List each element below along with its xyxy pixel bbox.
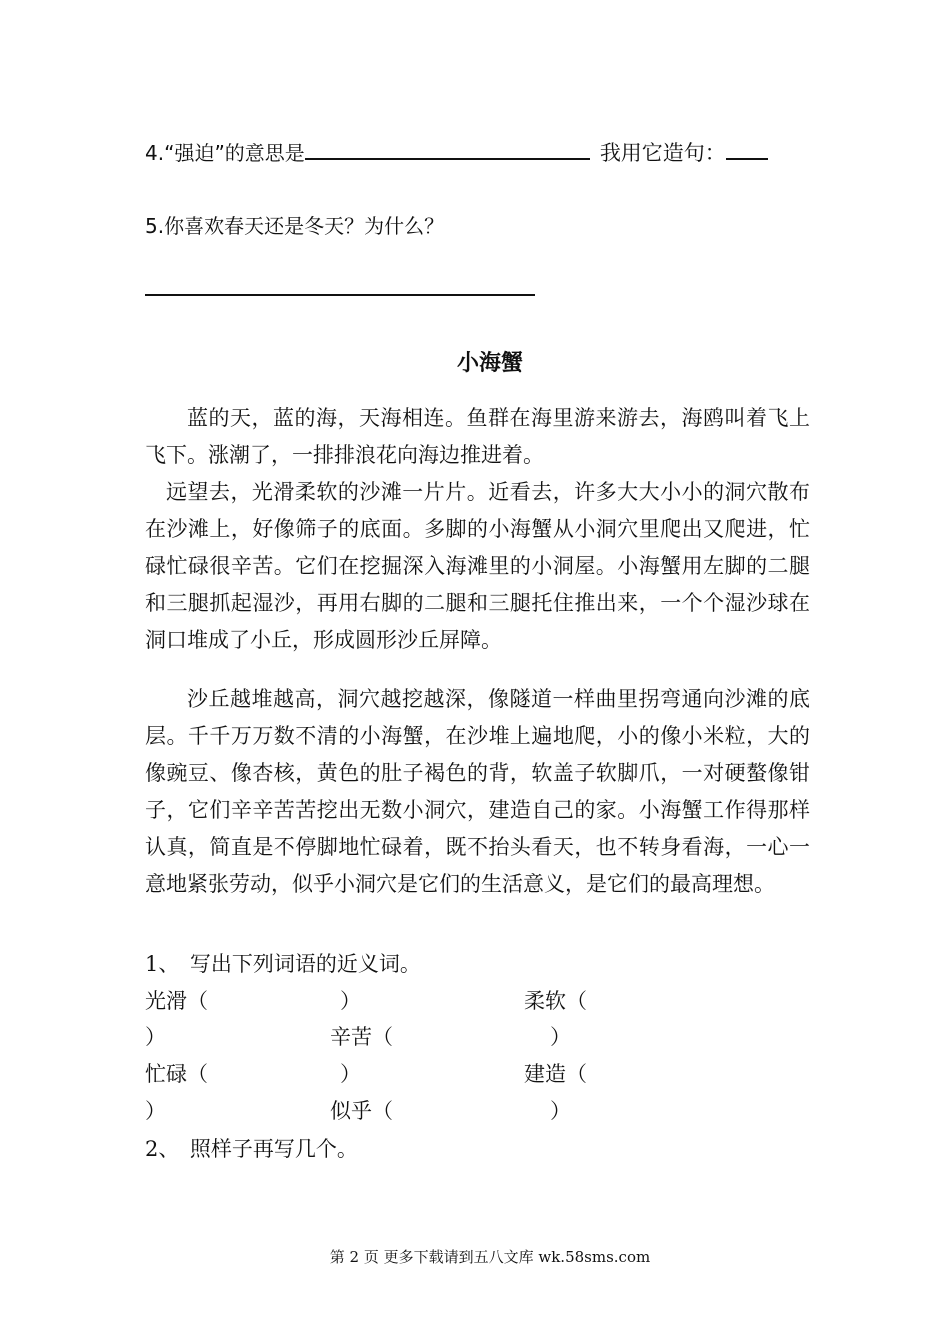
synonym-close-4: ） bbox=[340, 1062, 361, 1086]
synonym-close-6: ） bbox=[550, 1099, 571, 1123]
synonym-item-3: 辛苦（ bbox=[330, 1025, 393, 1049]
synonym-close-2: ） bbox=[145, 1025, 166, 1049]
exercise-1-heading: 1、 写出下列词语的近义词。 bbox=[145, 952, 421, 976]
answer-blank-sentence[interactable] bbox=[726, 138, 768, 160]
question-5-text: 5.你喜欢春天还是冬天？为什么？ bbox=[145, 214, 445, 238]
article-paragraph-2: 远望去，光滑柔软的沙滩一片片。近看去，许多大大小小的洞穴散布在沙滩上，好像筛子的底面。多脚的小海蟹从小洞穴里爬出又爬进，忙碌忙碌很辛苦。它们在挖掘深入海滩里的小洞屋。小海蟹用左脚的二腿和三腿抓起湿沙，再用右脚的二腿和三腿托住推出来，一个个湿沙球在洞口堆成了小丘，形成圆形沙丘屏障。 bbox=[145, 480, 810, 652]
synonym-item-6: 似乎（ bbox=[330, 1099, 393, 1123]
question-4-suffix: 我用它造句： bbox=[599, 141, 726, 165]
synonym-item-1 bbox=[145, 988, 208, 1014]
article-paragraph-3: 沙丘越堆越高，洞穴越挖越深，像隧道一样曲里拐弯通向沙滩的底层。千千万万数不清的小海蟹，在沙堆上遍地爬，小的像小米粒，大的像豌豆、像杏核，黄色的肚子褐色的背，软盖子软脚爪，一对硬螯像钳子，它们辛辛苦苦挖出无数小洞穴，建造自己的家。小海蟹工作得那样认真，简直是不停脚地忙碌着，既不抬头看天，也不转身看海，一心一意地紧张劳动，似乎小洞穴是它们的生活意义，是它们的最高理想。 bbox=[145, 687, 810, 896]
synonym-close-5: ） bbox=[145, 1099, 166, 1123]
answer-blank-meaning[interactable] bbox=[305, 138, 590, 160]
synonym-item-4: 忙碌（ bbox=[145, 1062, 208, 1086]
exercise-2-heading: 2、 照样子再写几个。 bbox=[145, 1137, 358, 1161]
synonym-close-1: ） bbox=[340, 989, 361, 1013]
synonym-close-3: ） bbox=[550, 1025, 571, 1049]
synonym-item-5: 建造（ bbox=[524, 1062, 587, 1086]
question-4-label: 4.“强迫”的意思是 bbox=[145, 141, 305, 165]
synonym-word-1: 光滑（ bbox=[145, 989, 208, 1013]
synonym-item-2: 柔软（ bbox=[524, 989, 587, 1013]
question-4 bbox=[145, 138, 768, 166]
article-title: 小海蟹 bbox=[456, 350, 523, 376]
question-5 bbox=[145, 213, 444, 239]
answer-line-q5[interactable] bbox=[145, 294, 535, 296]
article-paragraph-1: 蓝的天，蓝的海，天海相连。鱼群在海里游来游去，海鸥叫着飞上飞下。涨潮了，一排排浪花向海边推进着。 bbox=[145, 406, 810, 467]
page-footer: 第 2 页 更多下载请到五八文库 wk.58sms.com bbox=[329, 1248, 651, 1266]
